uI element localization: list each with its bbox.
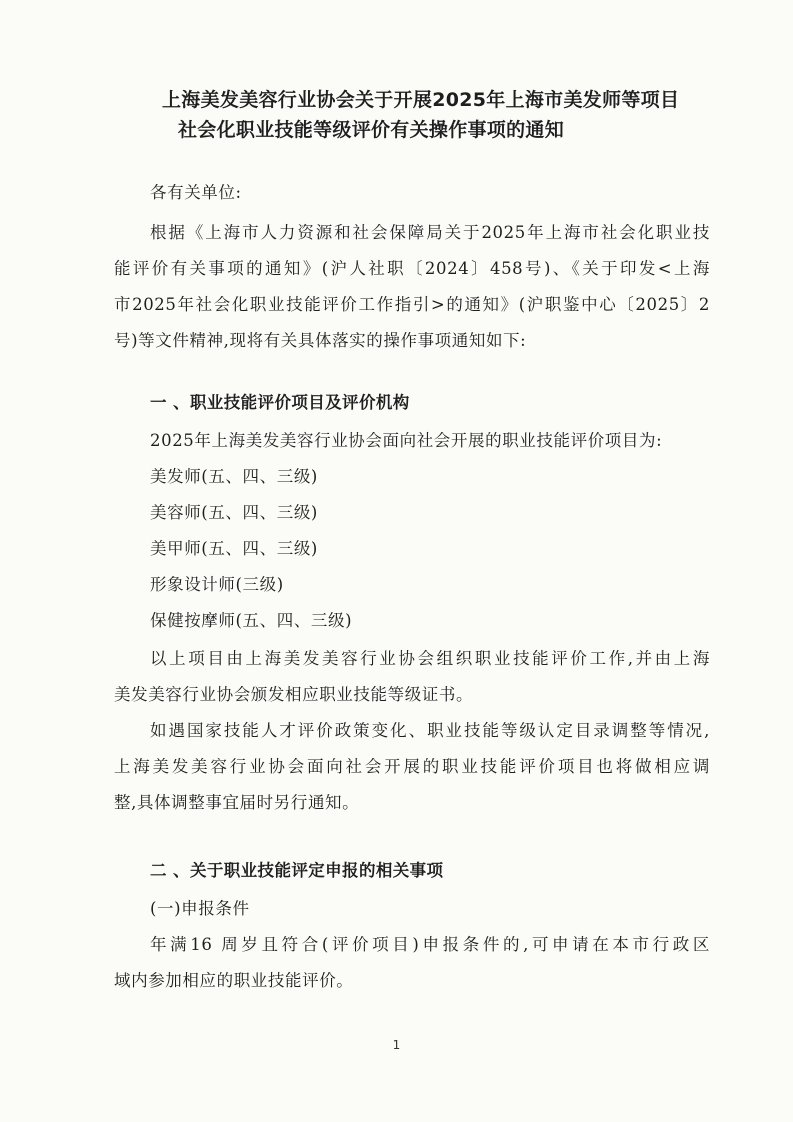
section-2-para-line-1: 年满16 周岁且符合(评价项目)申报条件的,可申请在本市行政区: [150, 935, 710, 954]
intro-line-1: 根据《上海市人力资源和社会保障局关于2025年上海市社会化职业技: [150, 223, 710, 242]
section-2-subheading: (一)申报条件: [150, 899, 250, 918]
intro-line-4: 号)等文件精神,现将有关具体落实的操作事项通知如下:: [114, 331, 527, 350]
section-1-lead: 2025年上海美发美容行业协会面向社会开展的职业技能评价项目为:: [150, 431, 663, 450]
page-number: 1: [392, 1038, 401, 1052]
evaluation-item: 美容师(五、四、三级): [150, 503, 318, 522]
section-1-heading: 一 、职业技能评价项目及评价机构: [150, 393, 410, 412]
evaluation-item: 保健按摩师(五、四、三级): [150, 611, 353, 630]
salutation: 各有关单位:: [150, 183, 242, 202]
evaluation-item: 形象设计师(三级): [150, 575, 284, 594]
document-title-line-1: 上海美发美容行业协会关于开展2025年上海市美发师等项目: [162, 89, 680, 111]
document-title-line-2: 社会化职业技能等级评价有关操作事项的通知: [178, 119, 565, 141]
evaluation-item: 美发师(五、四、三级): [150, 467, 318, 486]
section-1-para-1-line-2: 美发美容行业协会颁发相应职业技能等级证书。: [114, 685, 474, 704]
section-1-para-1-line-1: 以上项目由上海美发美容行业协会组织职业技能评价工作,并由上海: [150, 649, 710, 668]
section-1-para-2-line-1: 如遇国家技能人才评价政策变化、职业技能等级认定目录调整等情况,: [150, 721, 710, 740]
evaluation-item: 美甲师(五、四、三级): [150, 539, 318, 558]
section-2-heading: 二 、关于职业技能评定申报的相关事项: [150, 861, 444, 880]
intro-line-3: 市2025年社会化职业技能评价工作指引>的通知》(沪职鉴中心〔2025〕2: [114, 295, 710, 314]
intro-line-2: 能评价有关事项的通知》(沪人社职〔2024〕458号)、《关于印发<上海: [114, 259, 710, 278]
section-2-para-line-2: 域内参加相应的职业技能评价。: [114, 971, 354, 990]
section-1-para-2-line-2: 上海美发美容行业协会面向社会开展的职业技能评价项目也将做相应调: [114, 757, 710, 776]
section-1-para-2-line-3: 整,具体调整事宜届时另行通知。: [114, 793, 360, 812]
